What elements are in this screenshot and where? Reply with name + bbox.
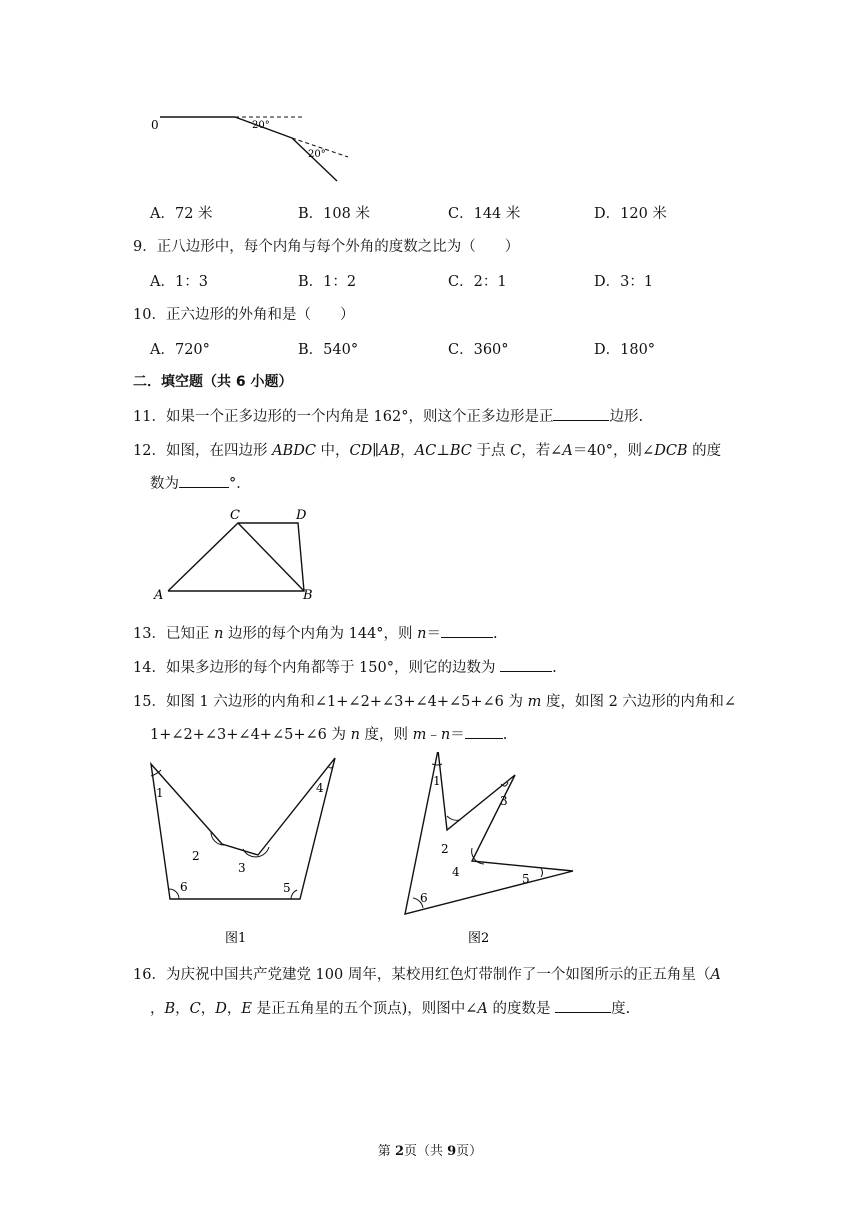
- q14-blank: [500, 657, 552, 672]
- q12-var-dcb: DCB: [654, 443, 688, 459]
- q12-var-cd: CD: [349, 443, 373, 459]
- q14: [133, 656, 557, 677]
- q12-text: °．: [229, 476, 251, 492]
- q12-line-2: [150, 472, 251, 493]
- q12-figure: [150, 505, 330, 605]
- fig1-label-6: 6: [180, 880, 188, 894]
- q15-text: ﹣: [426, 727, 441, 743]
- q12-text: 的度: [687, 443, 722, 459]
- q12-parallel: ∥: [372, 443, 379, 459]
- q16-text: ，: [175, 1001, 190, 1017]
- q15-var-m: m: [412, 727, 427, 743]
- q12-blank: [179, 473, 229, 488]
- q12-label-c: C: [230, 508, 240, 523]
- q16-text: 度.: [611, 1001, 631, 1017]
- q8-label-o: 0: [151, 118, 159, 132]
- q15-blank: [465, 724, 503, 739]
- fig2-label-5: 5: [522, 872, 530, 886]
- fig2-label-3: 3: [500, 794, 508, 808]
- q16-var-d: D: [215, 1001, 227, 1017]
- fig2-caption: 图2: [468, 931, 490, 946]
- q12-var-c: C: [510, 443, 522, 459]
- q12-text: 于点: [471, 443, 511, 459]
- q12-label-a: A: [154, 588, 164, 603]
- fig2-label-6: 6: [420, 891, 428, 905]
- q16-line-1: [133, 963, 721, 984]
- q13-var-n: n: [214, 626, 224, 642]
- q16-var-a: A: [477, 1001, 488, 1017]
- fig1-label-4: 4: [316, 781, 324, 795]
- fig2-label-1: 1: [433, 774, 441, 788]
- q12-label-b: B: [303, 588, 313, 603]
- q8-angle-2: 20°: [308, 149, 326, 160]
- q12-text: ，: [400, 443, 415, 459]
- q13-text: 13．已知正: [133, 626, 215, 642]
- q8-option-d: D．120 米: [594, 206, 667, 222]
- q15-text: .: [502, 727, 508, 743]
- q8-angle-1: 20°: [252, 120, 270, 131]
- q8-option-b: B．108 米: [298, 206, 370, 222]
- q10-text: 10．正六边形的外角和是（ ）: [133, 307, 355, 323]
- q16-var-c: C: [189, 1001, 201, 1017]
- q13-blank: [441, 623, 493, 638]
- q13-var-n: n: [417, 626, 427, 642]
- q13-text: ＝: [426, 626, 442, 642]
- q8-option-a: A．72 米: [150, 206, 213, 222]
- q13-text: 边形的每个内角为 144°，则: [223, 626, 418, 642]
- q12-line-1: [133, 439, 721, 460]
- q12-var-ac: AC: [414, 443, 437, 459]
- fig1-label-1: 1: [156, 786, 164, 800]
- q15-text: 15．如图 1 六边形的内角和∠1+∠2+∠3+∠4+∠5+∠6 为: [133, 694, 528, 710]
- q16-line-2: [150, 997, 630, 1018]
- q16-var-a: A: [710, 967, 721, 983]
- footer-text: 第: [377, 1144, 395, 1159]
- q12-text: 12．如图，在四边形: [133, 443, 273, 459]
- q9-text: 9．正八边形中，每个内角与每个外角的度数之比为（ ）: [133, 239, 520, 255]
- q15-var-n: n: [440, 727, 451, 743]
- q9-option-b: B．1：2: [298, 274, 357, 290]
- q14-text: 14．如果多边形的每个内角都等于 150°，则它的边数为: [133, 660, 501, 676]
- q10-option-c: C．360°: [448, 342, 509, 358]
- q16-text: ，: [200, 1001, 216, 1017]
- q9-option-d: D．3：1: [594, 274, 654, 290]
- q9-option-c: C．2：1: [448, 274, 507, 290]
- q12-text: 中，: [315, 443, 350, 459]
- q10-option-a: A．720°: [150, 342, 210, 358]
- fig1-label-3: 3: [238, 861, 246, 875]
- q16-text: ，: [150, 1001, 165, 1017]
- footer-text: 页（共: [403, 1144, 448, 1159]
- q15-var-m: m: [527, 694, 542, 710]
- q15-text: ＝: [450, 727, 465, 743]
- q14-text: .: [552, 660, 557, 676]
- q16-text: ，: [226, 1001, 242, 1017]
- q16-text: 是正五角星的五个顶点)，则图中∠: [252, 1001, 478, 1017]
- q15-text: 1+∠2+∠3+∠4+∠5+∠6 为: [150, 727, 351, 743]
- q10-option-d: D．180°: [594, 342, 656, 358]
- q15-figure: [140, 752, 590, 952]
- footer-total-pages: 9: [447, 1144, 457, 1159]
- q15-line-1: [133, 690, 736, 711]
- q8-option-c: C．144 米: [448, 206, 521, 222]
- q10-option-b: B．540°: [298, 342, 359, 358]
- fig1-caption: 图1: [225, 931, 247, 946]
- q15-line-2: [150, 723, 507, 744]
- q11: [133, 405, 643, 426]
- q8-figure: [140, 105, 360, 190]
- q11-pre: 11．如果一个正多边形的一个内角是 162°，则这个正多边形是正: [133, 409, 554, 425]
- q11-blank: [553, 406, 609, 421]
- q16-var-e: E: [241, 1001, 252, 1017]
- q15-var-n: n: [350, 727, 360, 743]
- q16-text: 的度数是: [487, 1001, 556, 1017]
- q12-label-d: D: [296, 508, 307, 523]
- q12-var-abdc: ABDC: [272, 443, 316, 459]
- q12-text: ＝40°，则∠: [572, 443, 655, 459]
- q12-perp: ⊥: [436, 443, 450, 459]
- q13: [133, 622, 498, 643]
- q11-post: 边形.: [609, 409, 644, 425]
- q12-var-bc: BC: [449, 443, 472, 459]
- fig1-label-5: 5: [283, 881, 291, 895]
- footer-text: 页）: [456, 1144, 483, 1159]
- footer-page-number: 2: [394, 1144, 404, 1159]
- fig2-label-4: 4: [452, 865, 460, 879]
- q9-option-a: A．1：3: [150, 274, 208, 290]
- q16-text: 16．为庆祝中国共产党建党 100 周年，某校用红色灯带制作了一个如图所示的正五角星（: [133, 967, 711, 983]
- q13-text: .: [493, 626, 498, 642]
- page-footer: [0, 1140, 860, 1159]
- q15-text: 度，则: [359, 727, 413, 743]
- fig2-label-2: 2: [441, 842, 449, 856]
- fig1-label-2: 2: [192, 849, 200, 863]
- q12-text: 数为: [150, 476, 179, 492]
- section-title: 二．填空题（共 6 小题）: [133, 374, 293, 390]
- q15-text: 度，如图 2 六边形的内角和∠: [541, 694, 737, 710]
- q16-var-b: B: [164, 1001, 176, 1017]
- q12-var-a: A: [562, 443, 573, 459]
- q12-text: ，若∠: [521, 443, 563, 459]
- q16-blank: [555, 998, 611, 1013]
- q12-var-ab: AB: [378, 443, 401, 459]
